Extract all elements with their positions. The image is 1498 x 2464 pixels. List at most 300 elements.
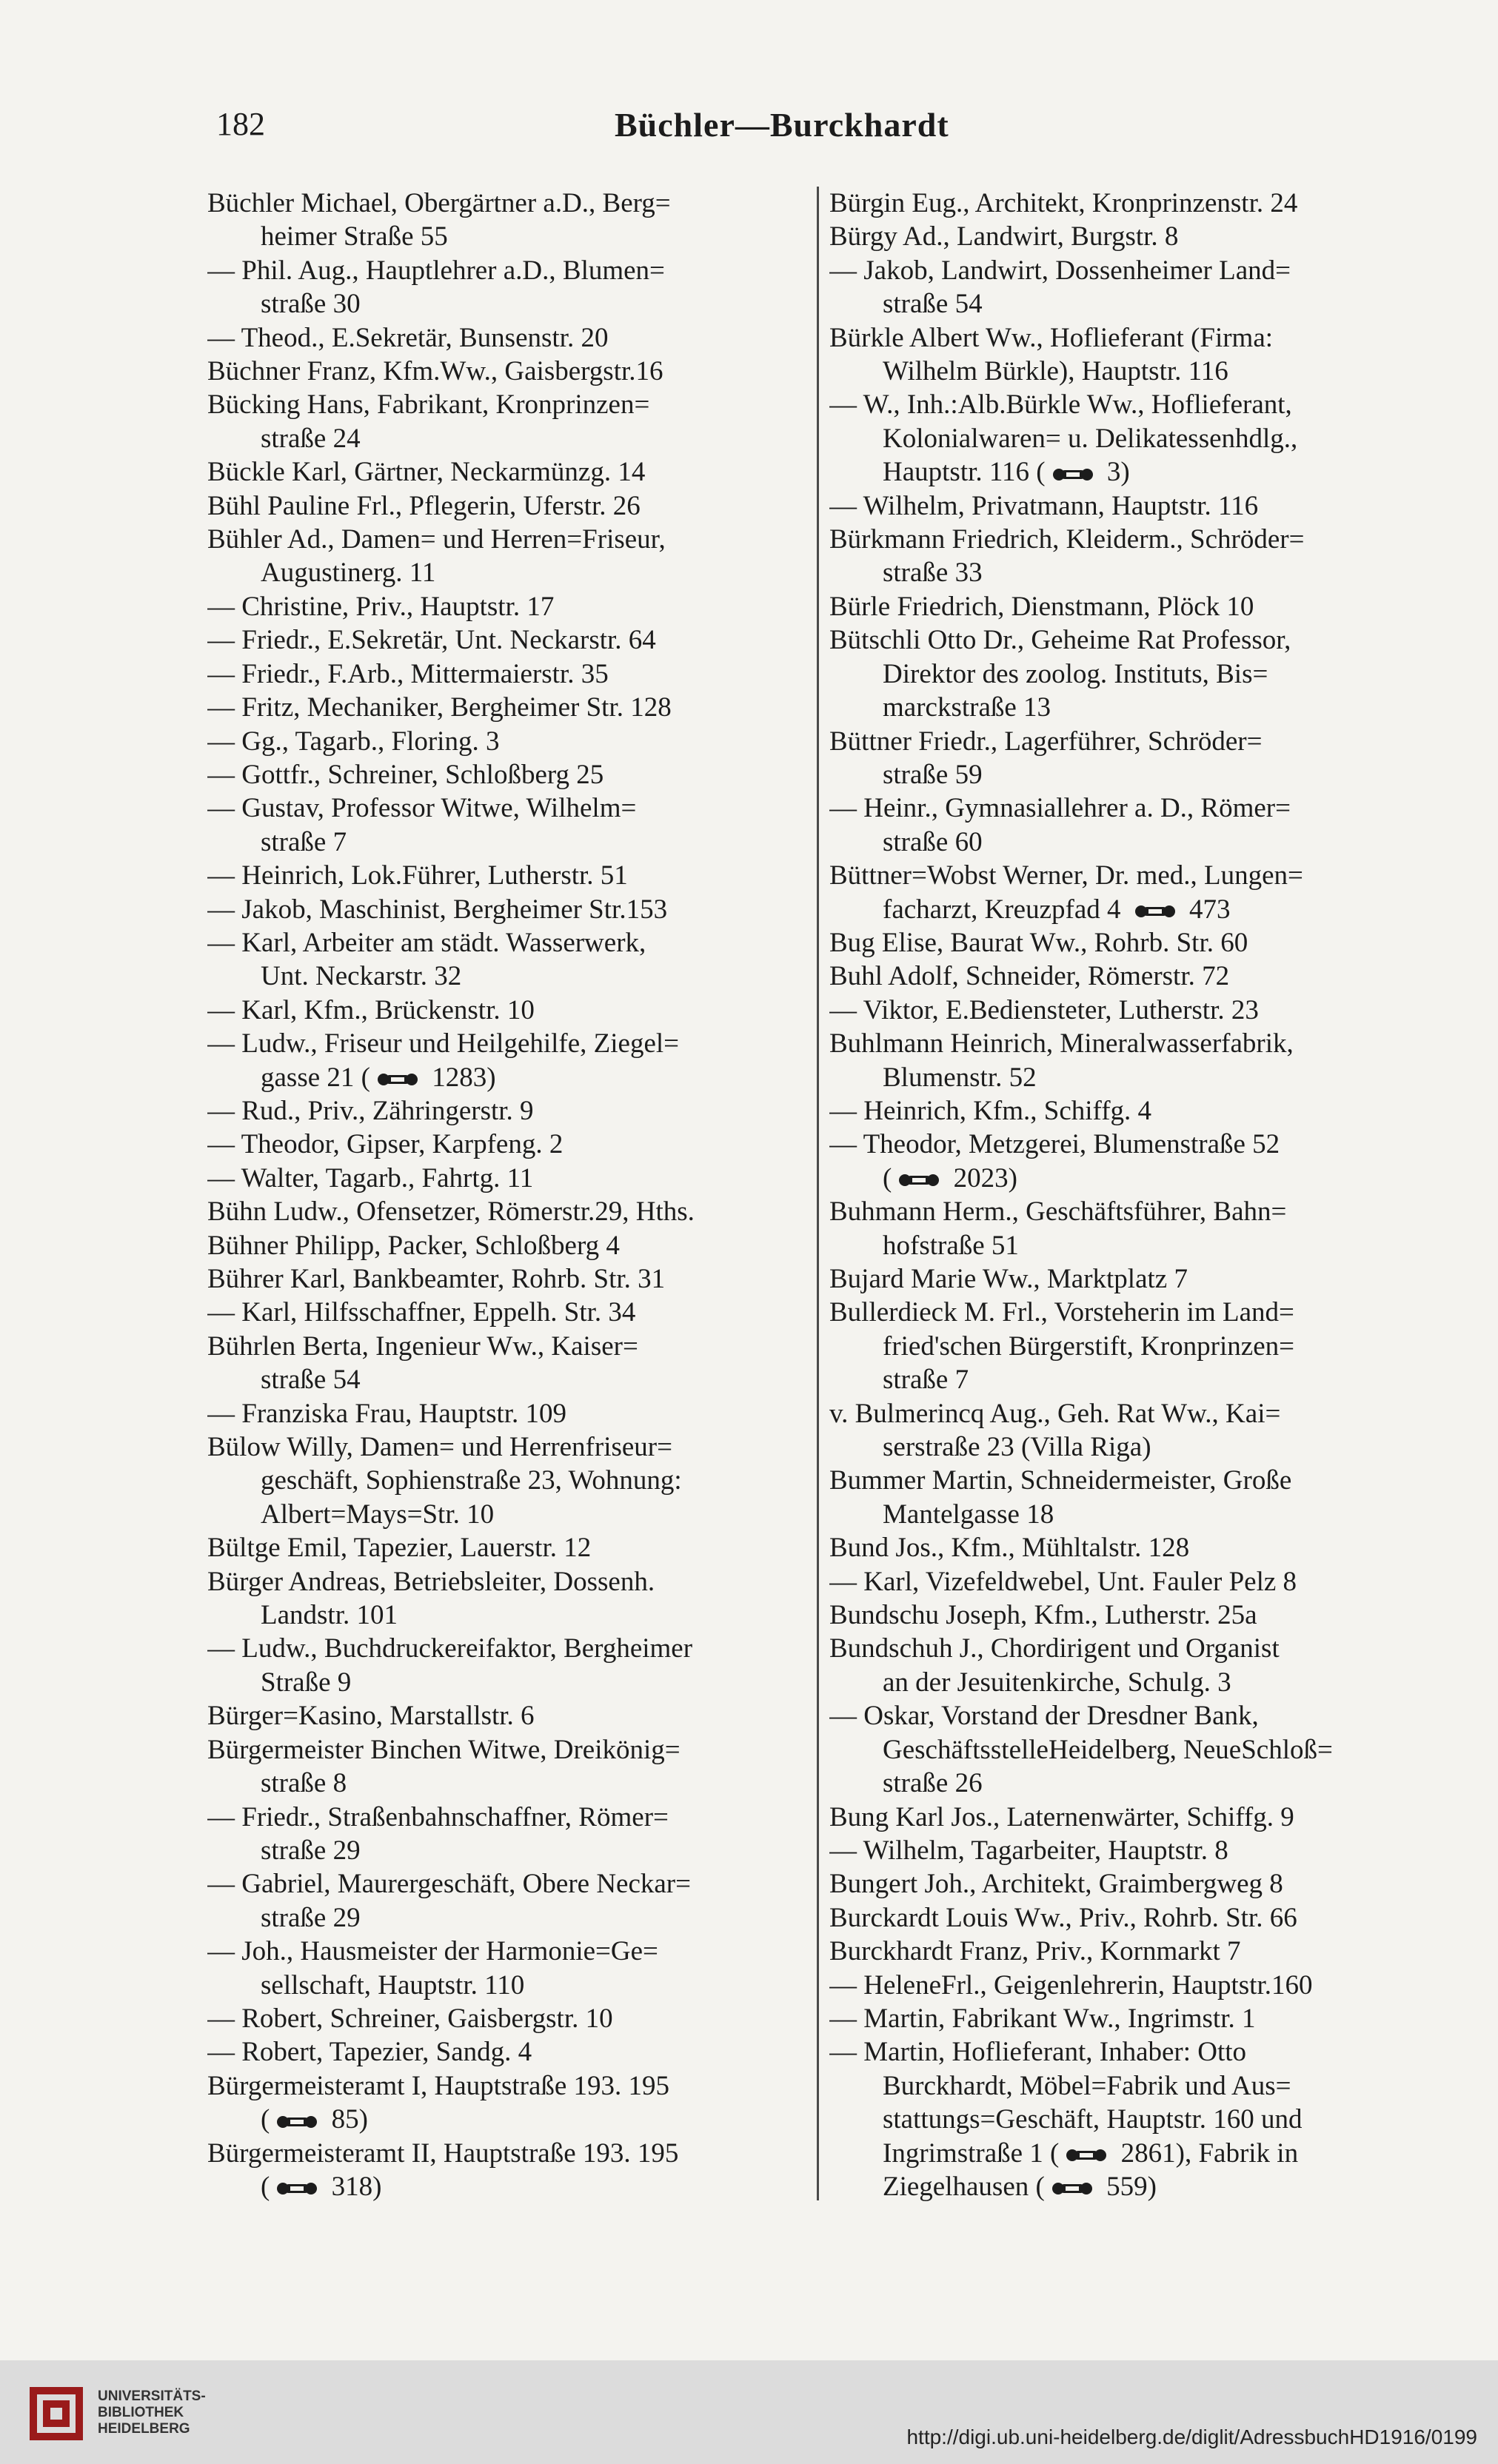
directory-entry [829, 1397, 1428, 1464]
directory-entry [829, 1935, 1428, 1968]
entry-line [207, 1834, 806, 1867]
entry-line [207, 725, 806, 758]
entry-line [207, 791, 806, 825]
entry-text: — Walter, Tagarb., Fahrtg. 11 [207, 1162, 534, 1194]
entry-line [829, 321, 1428, 355]
entry-text: marckstraße 13 [883, 692, 1051, 723]
directory-entry [207, 523, 806, 590]
entry-line [207, 859, 806, 892]
entry-line [829, 1598, 1428, 1632]
entry-line [207, 1801, 806, 1834]
entry-text: Büttner=Wobst Werner, Dr. med., Lungen= [829, 860, 1303, 891]
directory-entry [207, 1531, 806, 1564]
entry-text: — Ludw., Buchdruckereifaktor, Bergheimer [207, 1633, 693, 1664]
entry-text: Hauptstr. 116 ( [883, 457, 1046, 488]
entry-text: Bürle Friedrich, Dienstmann, Plöck 10 [829, 591, 1254, 622]
entry-text: Ingrimstraße 1 ( [883, 2137, 1060, 2169]
directory-entry [829, 1867, 1428, 1901]
entry-line [829, 1162, 1428, 1195]
entry-text: — Gustav, Professor Witwe, Wilhelm= [207, 793, 637, 824]
entry-line [829, 1430, 1428, 1464]
directory-entry [207, 2035, 806, 2069]
entry-line [829, 287, 1428, 321]
directory-entry [829, 523, 1428, 590]
entry-line [829, 691, 1428, 724]
logo-line-1: UNIVERSITÄTS- [98, 2388, 206, 2404]
entry-text: — Phil. Aug., Hauptlehrer a.D., Blumen= [207, 255, 665, 286]
entry-text: ( [261, 2171, 270, 2202]
directory-entry [829, 791, 1428, 859]
entry-line [829, 1363, 1428, 1396]
entry-line [207, 220, 806, 253]
entry-text: straße 59 [883, 759, 983, 790]
entry-text: 3) [1100, 457, 1130, 488]
entry-line [207, 960, 806, 993]
entry-line [829, 1834, 1428, 1867]
directory-entry [207, 758, 806, 791]
entry-line [829, 1733, 1428, 1767]
entry-text: Direktor des zoolog. Instituts, Bis= [883, 658, 1268, 689]
entry-line [207, 1565, 806, 1598]
directory-entry [207, 355, 806, 388]
entry-text: — Ludw., Friseur und Heilgehilfe, Ziegel= [207, 1028, 680, 1059]
directory-entry [207, 1430, 806, 1531]
entry-line [829, 254, 1428, 287]
entry-line [207, 1128, 806, 1161]
entry-line [829, 2069, 1428, 2103]
entry-text: Büttner Friedr., Lagerführer, Schröder= [829, 726, 1263, 757]
entry-text: — Christine, Priv., Hauptstr. 17 [207, 591, 555, 622]
entry-line [829, 1666, 1428, 1699]
entry-text: straße 54 [883, 289, 983, 320]
directory-entry [829, 926, 1428, 960]
directory-entry [829, 1801, 1428, 1834]
entry-line [829, 994, 1428, 1027]
directory-entry [207, 254, 806, 321]
entry-line [829, 455, 1428, 489]
entry-text: v. Bulmerincq Aug., Geh. Rat Ww., Kai= [829, 1398, 1281, 1429]
entry-text: Bühler Ad., Damen= und Herren=Friseur, [207, 524, 666, 555]
entry-text: Ziegelhausen ( [883, 2171, 1045, 2202]
entry-text: Bürgin Eug., Architekt, Kronprinzenstr. 24 [829, 188, 1298, 218]
entry-text: — Martin, Hoflieferant, Inhaber: Otto [829, 2037, 1247, 2068]
entry-line [207, 758, 806, 791]
entry-line [207, 1767, 806, 1800]
entry-text: — Friedr., E.Sekretär, Unt. Neckarstr. 64 [207, 625, 656, 656]
entry-line [207, 1666, 806, 1699]
entry-line [829, 2137, 1428, 2170]
entry-text: Wilhelm Bürkle), Hauptstr. 116 [883, 356, 1228, 387]
entry-line [207, 1498, 806, 1531]
directory-entry [207, 489, 806, 523]
directory-entry [829, 1969, 1428, 2002]
directory-entry [207, 657, 806, 691]
entry-text: Buhlmann Heinrich, Mineralwasserfabrik, [829, 1028, 1294, 1059]
directory-entry [829, 254, 1428, 321]
telephone-icon [274, 2113, 320, 2131]
directory-entry [207, 1162, 806, 1195]
directory-entry [829, 1834, 1428, 1867]
entry-line [207, 1969, 806, 2002]
entry-line [829, 556, 1428, 589]
directory-entry [207, 455, 806, 489]
entry-text: — Jakob, Landwirt, Dossenheimer Land= [829, 255, 1291, 286]
column-divider [817, 187, 819, 2200]
entry-text: — W., Inh.:Alb.Bürkle Ww., Hoflieferant, [829, 389, 1292, 421]
entry-line [829, 1195, 1428, 1228]
entry-text: Bürkle Albert Ww., Hoflieferant (Firma: [829, 322, 1274, 353]
entry-text: Bung Karl Jos., Laternenwärter, Schiffg. 9 [829, 1801, 1294, 1832]
entry-text: 1283) [424, 1062, 496, 1093]
entry-text: straße 26 [883, 1768, 983, 1799]
telephone-icon [896, 1171, 942, 1189]
entry-text: Unt. Neckarstr. 32 [261, 961, 462, 992]
entry-line [829, 1296, 1428, 1329]
directory-entry [829, 1128, 1428, 1195]
entry-line [207, 287, 806, 321]
entry-text: Bücking Hans, Fabrikant, Kronprinzen= [207, 389, 650, 421]
directory-entry [207, 1094, 806, 1128]
telephone-icon [1132, 903, 1178, 920]
entry-line [207, 1733, 806, 1767]
entry-line [829, 623, 1428, 657]
entry-text: Blumenstr. 52 [883, 1062, 1037, 1093]
entry-line [207, 1598, 806, 1632]
entry-line [829, 2170, 1428, 2203]
entry-line [207, 1094, 806, 1128]
directory-entry [207, 725, 806, 758]
directory-entry [829, 960, 1428, 993]
directory-entry [207, 1195, 806, 1228]
entry-text: straße 30 [261, 289, 361, 320]
directory-entry [829, 590, 1428, 623]
entry-text: Bummer Martin, Schneidermeister, Große [829, 1465, 1292, 1496]
directory-entry [207, 1935, 806, 2002]
entry-text: Buhmann Herm., Geschäftsführer, Bahn= [829, 1196, 1287, 1228]
entry-text: Landstr. 101 [261, 1600, 398, 1631]
library-logo [30, 2383, 222, 2445]
entry-line [207, 1027, 806, 1060]
entry-text: 559) [1099, 2171, 1157, 2202]
entry-text: — Karl, Arbeiter am städt. Wasserwerk, [207, 927, 646, 958]
directory-entry [207, 2002, 806, 2035]
entry-text: straße 60 [883, 826, 983, 857]
entry-line [207, 2170, 806, 2203]
logo-line-2: BIBLIOTHEK [98, 2405, 184, 2420]
directory-entry [829, 388, 1428, 489]
directory-entry [207, 1296, 806, 1329]
entry-text: — Karl, Hilfsschaffner, Eppelh. Str. 34 [207, 1297, 636, 1328]
entry-text: Bültge Emil, Tapezier, Lauerstr. 12 [207, 1533, 592, 1564]
page-number: 182 [216, 106, 265, 142]
entry-text: — Gabriel, Maurergeschäft, Obere Neckar= [207, 1869, 691, 1900]
entry-line [207, 657, 806, 691]
entry-line [829, 859, 1428, 892]
entry-text: GeschäftsstelleHeidelberg, NeueSchloß= [883, 1734, 1333, 1765]
entry-text: — Robert, Tapezier, Sandg. 4 [207, 2037, 532, 2068]
entry-text: Bülow Willy, Damen= und Herrenfriseur= [207, 1432, 672, 1463]
entry-text: Kolonialwaren= u. Delikatessenhdlg., [883, 423, 1298, 454]
directory-entry [829, 1632, 1428, 1699]
entry-text: Burckhardt Franz, Priv., Kornmarkt 7 [829, 1936, 1241, 1967]
entry-text: Bund Jos., Kfm., Mühltalstr. 128 [829, 1533, 1190, 1564]
directory-entry [829, 1296, 1428, 1396]
entry-text: — Martin, Fabrikant Ww., Ingrimstr. 1 [829, 2003, 1256, 2034]
entry-text: Bückle Karl, Gärtner, Neckarmünzg. 14 [207, 457, 646, 488]
entry-line [207, 1531, 806, 1564]
directory-entry [207, 893, 806, 926]
entry-line [829, 1464, 1428, 1497]
entry-line [207, 1901, 806, 1935]
entry-text: Straße 9 [261, 1667, 352, 1698]
entry-text: straße 7 [261, 826, 347, 857]
entry-text: — Fritz, Mechaniker, Bergheimer Str. 128 [207, 692, 672, 723]
directory-entry [207, 187, 806, 254]
entry-line [829, 590, 1428, 623]
entry-text: stattungs=Geschäft, Hauptstr. 160 und [883, 2104, 1303, 2135]
entry-text: straße 29 [261, 1835, 361, 1866]
entry-line [829, 355, 1428, 388]
entry-text: Buhl Adolf, Schneider, Römerstr. 72 [829, 961, 1230, 992]
directory-entry [829, 1262, 1428, 1296]
entry-text: — Theodor, Gipser, Karpfeng. 2 [207, 1129, 564, 1160]
directory-entry [207, 590, 806, 623]
telephone-icon [375, 1071, 421, 1088]
directory-entry [207, 1801, 806, 1868]
entry-line [207, 2069, 806, 2103]
entry-text: gasse 21 ( [261, 1062, 370, 1093]
entry-text: — Theod., E.Sekretär, Bunsenstr. 20 [207, 322, 609, 353]
entry-text: Burckhardt, Möbel=Fabrik und Aus= [883, 2070, 1291, 2101]
entry-text: — Rud., Priv., Zähringerstr. 9 [207, 1095, 534, 1126]
entry-text: Burckardt Louis Ww., Priv., Rohrb. Str. 66 [829, 1902, 1297, 1933]
entry-text: Bütschli Otto Dr., Geheime Rat Professor, [829, 625, 1291, 656]
directory-entry [829, 489, 1428, 523]
entry-text: — Jakob, Maschinist, Bergheimer Str.153 [207, 894, 668, 925]
entry-text: fried'schen Bürgerstift, Kronprinzen= [883, 1330, 1294, 1362]
library-logo-icon [30, 2387, 83, 2440]
entry-line [207, 893, 806, 926]
entry-text: Albert=Mays=Str. 10 [261, 1499, 495, 1530]
entry-line [207, 623, 806, 657]
directory-entry [829, 859, 1428, 926]
entry-line [829, 1531, 1428, 1564]
entry-line [207, 1296, 806, 1329]
entry-line [207, 2035, 806, 2069]
footer-bar [0, 2360, 1498, 2464]
telephone-icon [1049, 2180, 1095, 2197]
entry-text: — Karl, Kfm., Brückenstr. 10 [207, 994, 535, 1025]
entry-line [829, 1767, 1428, 1800]
entry-text: Bühn Ludw., Ofensetzer, Römerstr.29, Hths. [207, 1196, 695, 1228]
entry-text: — Heinrich, Lok.Führer, Lutherstr. 51 [207, 860, 628, 891]
entry-text: — Joh., Hausmeister der Harmonie=Ge= [207, 1936, 658, 1967]
entry-line [829, 960, 1428, 993]
entry-text: — Heinr., Gymnasiallehrer a. D., Römer= [829, 793, 1291, 824]
directory-entry [207, 994, 806, 1027]
directory-entry [207, 1699, 806, 1732]
entry-line [207, 187, 806, 220]
directory-entry [207, 1632, 806, 1699]
entry-line [829, 758, 1428, 791]
entry-line [207, 523, 806, 556]
entry-line [207, 1464, 806, 1497]
directory-entry [207, 926, 806, 994]
entry-line [829, 893, 1428, 926]
entry-text: Bundschuh J., Chordirigent und Organist [829, 1633, 1280, 1664]
entry-text: Bug Elise, Baurat Ww., Rohrb. Str. 60 [829, 927, 1248, 958]
entry-text: Bungert Joh., Architekt, Graimbergweg 8 [829, 1869, 1283, 1900]
entry-line [207, 422, 806, 455]
directory-entry [207, 1733, 806, 1801]
entry-line [829, 1229, 1428, 1262]
entry-line [829, 791, 1428, 825]
entry-text: Bühner Philipp, Packer, Schloßberg 4 [207, 1230, 620, 1261]
entry-text: facharzt, Kreuzpfad 4 [883, 894, 1128, 925]
directory-entry [829, 2002, 1428, 2035]
entry-line [207, 590, 806, 623]
entry-text: — Wilhelm, Tagarbeiter, Hauptstr. 8 [829, 1835, 1228, 1866]
entry-line [207, 691, 806, 724]
directory-entry [829, 1598, 1428, 1632]
directory-entry [829, 1901, 1428, 1935]
entry-line [829, 220, 1428, 253]
directory-entry [829, 2035, 1428, 2203]
directory-entry [207, 623, 806, 657]
entry-text: straße 7 [883, 1365, 969, 1396]
entry-line [829, 1094, 1428, 1128]
entry-line [829, 388, 1428, 421]
entry-text: Büchner Franz, Kfm.Ww., Gaisbergstr.16 [207, 356, 663, 387]
entry-text: Bührer Karl, Bankbeamter, Rohrb. Str. 31 [207, 1264, 666, 1294]
entry-text: — Heinrich, Kfm., Schiffg. 4 [829, 1095, 1152, 1126]
entry-text: Bürkmann Friedrich, Kleiderm., Schröder= [829, 524, 1305, 555]
entry-line [829, 1632, 1428, 1665]
directory-entry [829, 725, 1428, 792]
entry-line [829, 1498, 1428, 1531]
entry-line [207, 321, 806, 355]
entry-text: straße 8 [261, 1768, 347, 1799]
directory-entry [829, 187, 1428, 220]
directory-entry [207, 1397, 806, 1430]
telephone-icon [1050, 466, 1096, 483]
telephone-icon [274, 2180, 320, 2197]
directory-entry [207, 1128, 806, 1161]
entry-text: Augustinerg. 11 [261, 558, 436, 589]
entry-text: — Oskar, Vorstand der Dresdner Bank, [829, 1701, 1259, 1732]
entry-text: Bürgy Ad., Landwirt, Burgstr. 8 [829, 221, 1179, 252]
entry-line [829, 1330, 1428, 1363]
directory-entry [207, 321, 806, 355]
left-column [207, 187, 806, 2203]
entry-text: — Karl, Vizefeldwebel, Unt. Fauler Pelz 8 [829, 1566, 1297, 1597]
entry-text: ( [261, 2104, 270, 2135]
entry-text: — Wilhelm, Privatmann, Hauptstr. 116 [829, 490, 1259, 521]
entry-line [829, 826, 1428, 859]
entry-line [829, 1128, 1428, 1161]
telephone-icon [1063, 2146, 1109, 2164]
entry-text: — Theodor, Metzgerei, Blumenstraße 52 [829, 1129, 1280, 1160]
entry-line [829, 1565, 1428, 1598]
entry-line [207, 1632, 806, 1665]
entry-text: — Friedr., F.Arb., Mittermaierstr. 35 [207, 658, 609, 689]
directory-entry [207, 859, 806, 892]
entry-text: ( [883, 1162, 892, 1194]
entry-line [829, 1935, 1428, 1968]
entry-line [207, 2002, 806, 2035]
directory-entry [207, 1330, 806, 1397]
entry-line [207, 1935, 806, 1968]
entry-line [207, 1061, 806, 1094]
entry-line [207, 2137, 806, 2170]
directory-entry [829, 1464, 1428, 1531]
entry-line [829, 1867, 1428, 1901]
entry-text: Bürgermeister Binchen Witwe, Dreikönig= [207, 1734, 681, 1765]
entry-line [207, 2103, 806, 2136]
directory-entry [207, 1027, 806, 1094]
directory-entry [829, 994, 1428, 1027]
entry-text: Bürger=Kasino, Marstallstr. 6 [207, 1701, 535, 1732]
entry-text: Büchler Michael, Obergärtner a.D., Berg= [207, 188, 671, 218]
entry-text: geschäft, Sophienstraße 23, Wohnung: [261, 1465, 682, 1496]
entry-text: Bürgermeisteramt II, Hauptstraße 193. 195 [207, 2137, 679, 2169]
entry-text: hofstraße 51 [883, 1230, 1019, 1261]
entry-line [829, 1969, 1428, 2002]
entry-line [207, 1262, 806, 1296]
directory-entry [829, 1565, 1428, 1598]
directory-entry [829, 1531, 1428, 1564]
entry-line [829, 657, 1428, 691]
directory-entry [207, 1867, 806, 1935]
entry-line [207, 1699, 806, 1732]
entry-text: heimer Straße 55 [261, 221, 448, 252]
directory-entry [207, 1565, 806, 1633]
entry-text: Bujard Marie Ww., Marktplatz 7 [829, 1264, 1188, 1294]
entry-text: — Friedr., Straßenbahnschaffner, Römer= [207, 1801, 669, 1832]
entry-line [829, 1901, 1428, 1935]
entry-line [207, 388, 806, 421]
entry-text: Bürgermeisteramt I, Hauptstraße 193. 195 [207, 2070, 670, 2101]
entry-text: Bühl Pauline Frl., Pflegerin, Uferstr. 26 [207, 490, 641, 521]
directory-entry [829, 623, 1428, 724]
entry-line [829, 523, 1428, 556]
entry-line [207, 556, 806, 589]
entry-line [207, 355, 806, 388]
entry-text: Mantelgasse 18 [883, 1499, 1054, 1530]
entry-text: 318) [324, 2171, 382, 2202]
entry-line [207, 1397, 806, 1430]
directory-entry [829, 220, 1428, 253]
entry-line [207, 1229, 806, 1262]
entry-text: — HeleneFrl., Geigenlehrerin, Hauptstr.160 [829, 1969, 1313, 2001]
entry-text: — Gottfr., Schreiner, Schloßberg 25 [207, 759, 604, 790]
logo-line-3: HEIDELBERG [98, 2421, 190, 2437]
entry-line [829, 2002, 1428, 2035]
entry-line [829, 187, 1428, 220]
entry-line [829, 2035, 1428, 2069]
entry-line [207, 826, 806, 859]
source-url-link[interactable]: http://digi.ub.uni-heidelberg.de/diglit/AdressbuchHD1916/0199 [906, 2426, 1477, 2448]
entry-line [207, 455, 806, 489]
entry-line [829, 422, 1428, 455]
directory-entry [829, 1699, 1428, 1800]
directory-entry [207, 791, 806, 859]
entry-text: sellschaft, Hauptstr. 110 [261, 1969, 525, 2001]
entry-text: 2861), Fabrik in [1114, 2137, 1299, 2169]
entry-text: straße 29 [261, 1902, 361, 1933]
directory-entry [207, 2137, 806, 2204]
entry-line [829, 725, 1428, 758]
